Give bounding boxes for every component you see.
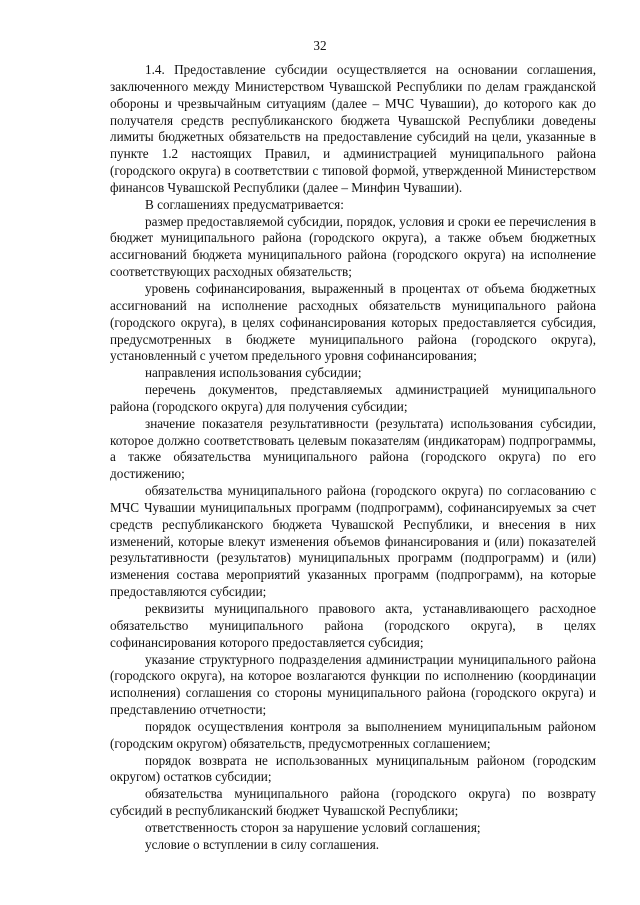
paragraph: условие о вступлении в силу соглашения.	[145, 836, 380, 852]
paragraph: порядок осуществления контроля за выполнением муниципальным районом (городским округом) обязательств, предусмотренных соглашением;	[110, 718, 596, 751]
paragraph: ответственность сторон за нарушение условий соглашения;	[145, 819, 481, 835]
paragraph: перечень документов, представляемых администрацией муниципального района (городского округа) для получения субсидии;	[110, 382, 596, 414]
paragraph: 1.4. Предоставление субсидии осуществляется на основании соглашения, заключенного между Министерством Чувашской Республики по делам гражданской обороны и чрезвычайным ситуациям (далее – МЧС Чувашии), до которого как до получателя средств республиканского бюджета Чувашской Республики доведены лимиты бюджетных обязательств на предоставление субсидий на цели, указанные в пункте 1.2 настоящих Правил, и администрацией муниципального района (городского округа) в соответствии с типовой формой, утвержденной Министерством финансов Чувашской Республики (далее – Минфин Чувашии).	[110, 62, 596, 195]
paragraph: указание структурного подразделения администрации муниципального района (городского округа), на которое возлагаются функции по исполнению (координации исполнения) соглашения со стороны муниципального района (городского округа) и представлению отчетности;	[110, 651, 596, 718]
paragraph: размер предоставляемой субсидии, порядок, условия и сроки ее перечисления в бюджет муниципального района (городского округа), а также объем бюджетных ассигнований бюджета муниципального района (городского округа) на исполнение соответствующих расходных обязательств;	[110, 213, 596, 280]
document-body	[110, 62, 596, 854]
page-number: 32	[313, 38, 327, 53]
paragraph: обязательства муниципального района (городского округа) по возврату субсидий в республиканский бюджет Чувашской Республики;	[110, 786, 596, 819]
paragraph: обязательства муниципального района (городского округа) по согласованию с МЧС Чувашии муниципальных программ (подпрограмм), софинансируемых за счет средств республиканского бюджета Чувашской Республики, и внесения в них изменений, которые влекут изменения объемов финансирования и (или) показателей результативности (результатов) муниципальных программ (подпрограмм) и (или) изменения состава мероприятий указанных программ (подпрограмм), на которые предоставляются субсидии;	[110, 483, 596, 600]
paragraph: значение показателя результативности (результата) использования субсидии, которое должно соответствовать целевым показателям (индикаторам) подпрограммы, а также обязательства муниципального района (городского округа) по его достижению;	[110, 415, 596, 482]
paragraph: направления использования субсидии;	[145, 365, 362, 381]
paragraph: В соглашениях предусматривается:	[145, 196, 344, 212]
paragraph: порядок возврата не использованных муниципальным районом (городским округом) остатков субсидии;	[110, 752, 596, 785]
paragraph: уровень софинансирования, выраженный в процентах от объема бюджетных ассигнований на исполнение расходных обязательств муниципального района (городского округа), в целях софинансирования которых предоставляется субсидия, предусмотренных в бюджете муниципального района (городского округа), установленный с учетом предельного уровня софинансирования;	[110, 280, 596, 364]
paragraph: реквизиты муниципального правового акта, устанавливающего расходное обязательство муниципального района (городского округа), в целях софинансирования которого предоставляется субсидия;	[110, 601, 596, 650]
